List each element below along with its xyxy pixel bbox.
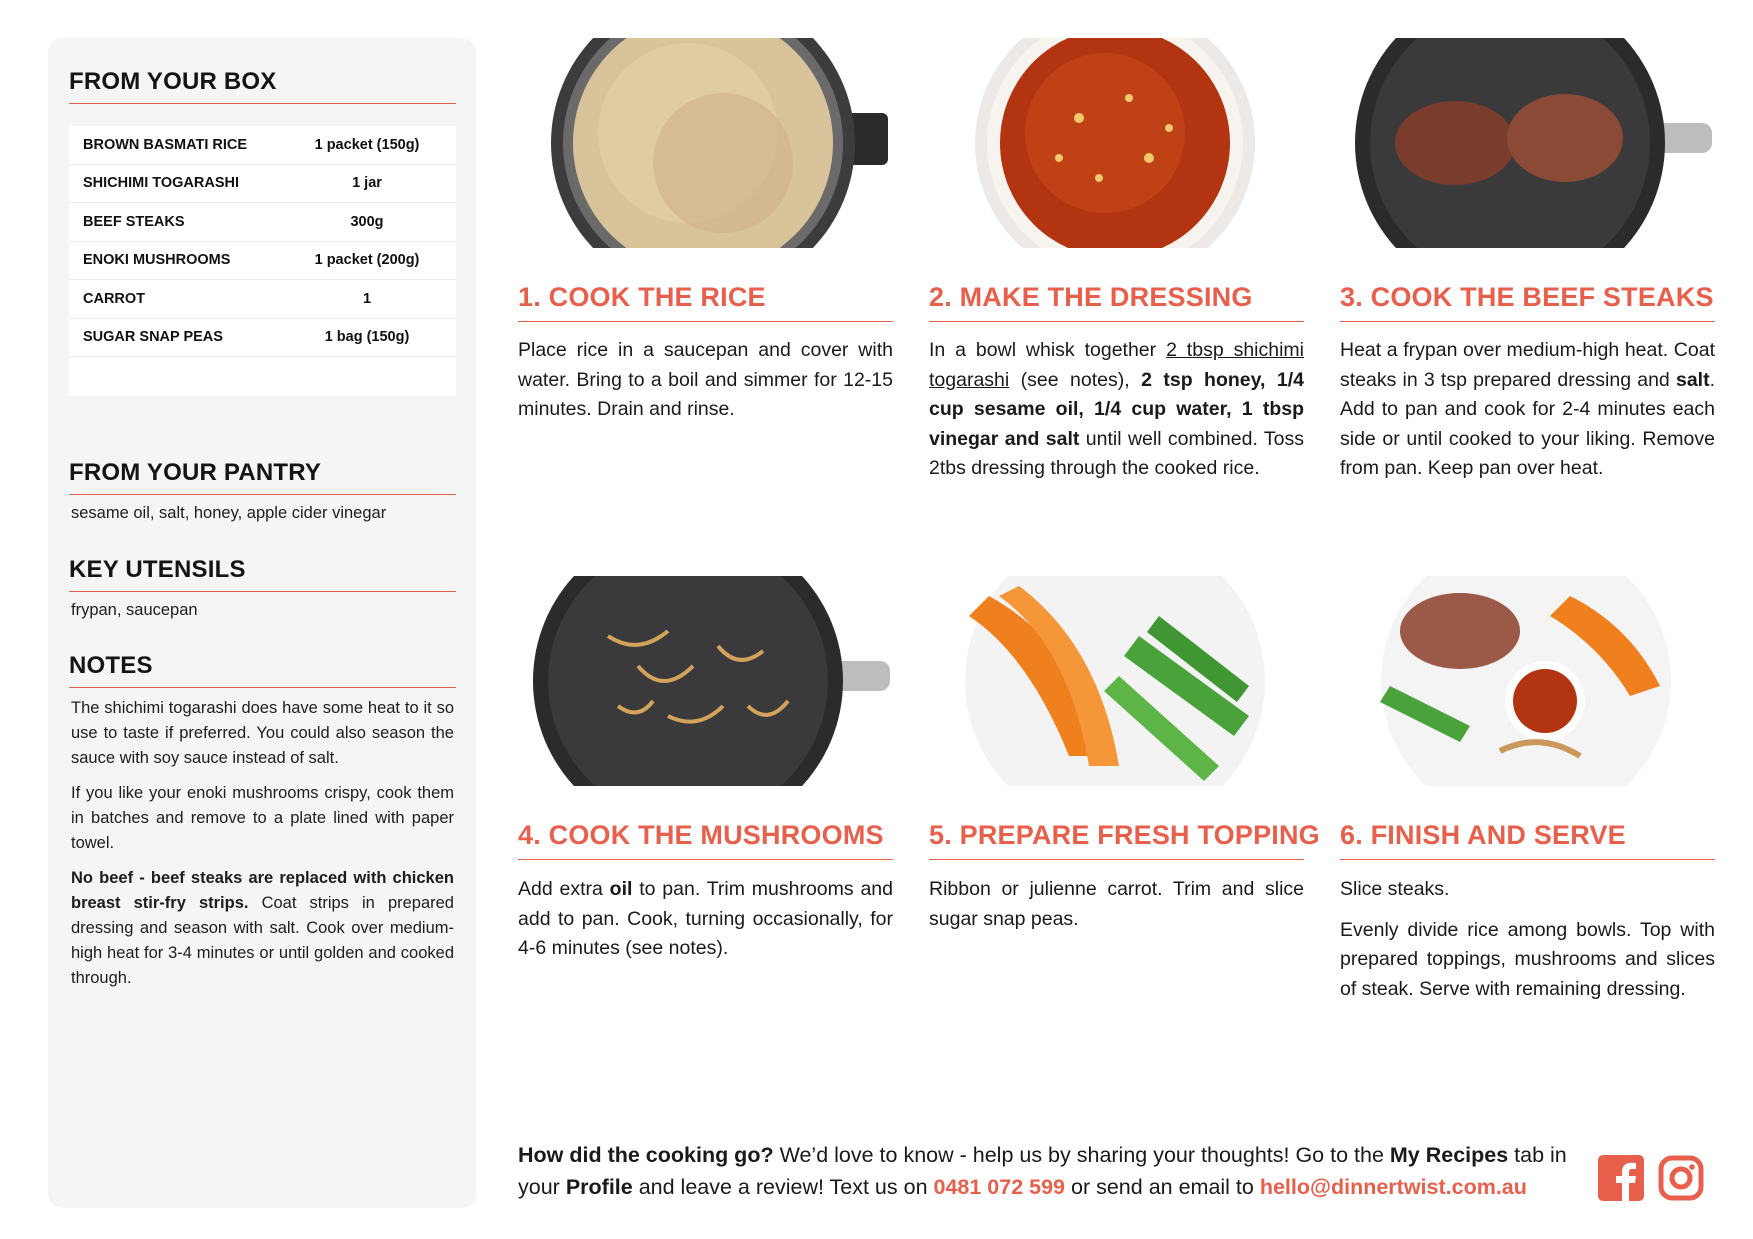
ingredient-qty: 1 packet (150g)	[314, 136, 420, 153]
note-bold: No beef - beef steaks are replaced with chicken breast stir-fry strips.	[71, 869, 454, 912]
step-bold: 2 tsp honey, 1/4 cup sesame oil, 1/4 cup water, 1 tbsp vinegar and salt	[929, 368, 1304, 450]
step-1-body: Place rice in a saucepan and cover with water. Bring to a boil and simmer for 12-15 minutes. Drain and rinse.	[518, 339, 893, 420]
ingredient-name: ENOKI MUSHROOMS	[83, 252, 231, 269]
step-text: In a bowl whisk together	[929, 339, 1167, 361]
step-paragraph: Slice steaks.	[1340, 878, 1450, 900]
ingredient-qty: 1 jar	[352, 175, 382, 192]
email-link[interactable]: hello@dinnertwist.com.au	[1259, 1174, 1527, 1199]
rice-pot-photo	[518, 38, 890, 248]
ingredients-table	[69, 126, 456, 396]
carrot-peas-photo	[929, 576, 1301, 786]
footer-profile: Profile	[565, 1174, 633, 1199]
note-paragraph	[71, 866, 454, 991]
step-5-body: Ribbon or julienne carrot. Trim and slice sugar snap peas.	[929, 878, 1304, 930]
mushrooms-pan-photo	[518, 576, 890, 786]
step-paragraph: Evenly divide rice among bowls. Top with prepared toppings, mushrooms and slices of steak. Serve with remaining dressing.	[1340, 918, 1715, 1000]
ingredient-name: CARROT	[83, 290, 146, 307]
ingredient-row	[69, 126, 456, 165]
step-1-title: 1. COOK THE RICE	[518, 282, 893, 322]
step-3-title: 3. COOK THE BEEF STEAKS	[1340, 282, 1715, 322]
step-6-body	[1340, 875, 1715, 1015]
ingredient-row	[69, 203, 456, 242]
footer-question: How did the cooking go?	[518, 1143, 774, 1167]
steaks-pan-photo	[1340, 38, 1712, 248]
step-text: to pan. Trim mushrooms and add to pan. Cook, turning occasionally, for 4-6 minutes (see notes).	[518, 878, 893, 959]
step-underlined: 2 tbsp shichimi togarashi	[929, 339, 1305, 391]
step-2-body	[929, 336, 1304, 484]
ingredient-qty: 300g	[350, 213, 384, 230]
note-paragraph: The shichimi togarashi does have some heat to it so use to taste if preferred. You could also season the sauce with soy sauce instead of salt.	[71, 699, 454, 767]
step-3-body	[1340, 336, 1715, 484]
footer-text: and leave a review! Text us on	[632, 1174, 934, 1199]
ingredient-row	[69, 319, 456, 358]
facebook-icon[interactable]	[1598, 1155, 1644, 1201]
ingredient-row	[69, 280, 456, 319]
ingredient-name: BEEF STEAKS	[83, 213, 185, 230]
step-bold: salt	[1675, 368, 1710, 391]
from-your-pantry-heading: FROM YOUR PANTRY	[69, 459, 456, 495]
step-2-title: 2. MAKE THE DRESSING	[929, 282, 1304, 322]
utensils-text: frypan, saucepan	[71, 601, 198, 619]
step-5-title: 5. PREPARE FRESH TOPPING	[929, 820, 1304, 860]
footer-text: or send an email to	[1065, 1174, 1260, 1199]
plated-dish-photo	[1340, 576, 1712, 786]
note-paragraph: If you like your enoki mushrooms crispy, cook them in batches and remove to a plate lined with paper towel.	[71, 784, 454, 852]
notes-heading: NOTES	[69, 652, 456, 688]
step-text: (see notes),	[1009, 368, 1142, 391]
ingredient-name: BROWN BASMATI RICE	[83, 136, 248, 153]
step-4-body	[518, 875, 893, 964]
step-text: Heat a frypan over medium-high heat. Coat steaks in 3 tsp prepared dressing and	[1340, 339, 1715, 391]
ingredient-name: SUGAR SNAP PEAS	[83, 329, 223, 346]
feedback-footer	[518, 1140, 1568, 1203]
instagram-icon[interactable]	[1658, 1155, 1704, 1201]
ingredient-name: SHICHIMI TOGARASHI	[83, 175, 240, 192]
step-bold: oil	[609, 878, 633, 900]
note-rest: Coat strips in prepared dressing and season with salt. Cook over medium-high heat for 3-4 minutes or until golden and cooked through.	[71, 894, 454, 987]
step-text: Add extra	[518, 878, 610, 900]
step-text: until well combined. Toss 2tbs dressing through the cooked rice.	[929, 427, 1305, 479]
key-utensils-heading: KEY UTENSILS	[69, 556, 456, 592]
footer-text: tab in your	[518, 1143, 1567, 1199]
ingredient-qty: 1	[362, 290, 372, 307]
footer-text: We’d love to know - help us by sharing your thoughts! Go to the	[773, 1143, 1390, 1167]
ingredient-qty: 1 packet (200g)	[314, 252, 420, 269]
step-6-title: 6. FINISH AND SERVE	[1340, 820, 1715, 860]
ingredient-qty: 1 bag (150g)	[324, 329, 410, 346]
footer-my-recipes: My Recipes	[1389, 1143, 1509, 1167]
phone-link[interactable]: 0481 072 599	[933, 1174, 1066, 1199]
from-your-box-heading: FROM YOUR BOX	[69, 68, 456, 104]
pantry-text: sesame oil, salt, honey, apple cider vinegar	[71, 504, 387, 522]
notes-text	[71, 696, 454, 1001]
ingredients-sidebar	[48, 38, 476, 1208]
step-text: . Add to pan and cook for 2-4 minutes each side or until cooked to your liking. Remove from pan. Keep pan over heat.	[1340, 368, 1715, 479]
step-4-title: 4. COOK THE MUSHROOMS	[518, 820, 893, 860]
ingredient-row	[69, 165, 456, 204]
ingredient-row	[69, 242, 456, 281]
dressing-bowl-photo	[929, 38, 1301, 248]
